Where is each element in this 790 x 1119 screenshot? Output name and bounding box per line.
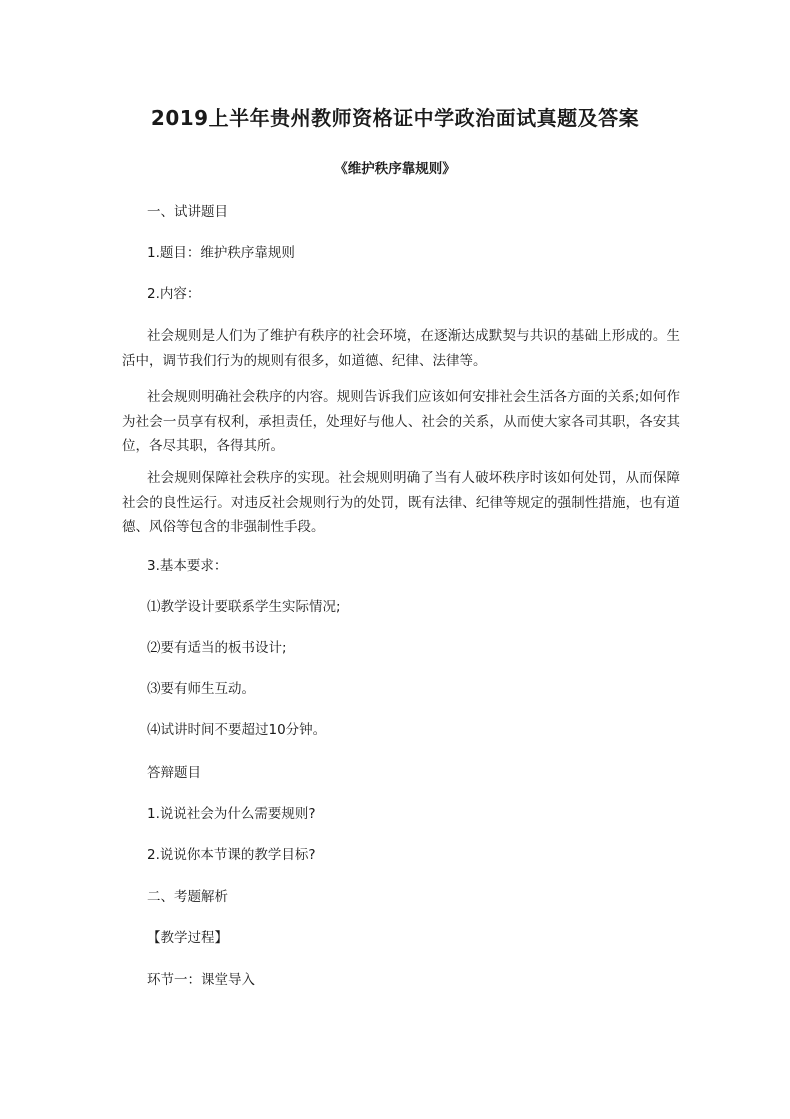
item-requirements: 3.基本要求： xyxy=(147,558,228,574)
requirement-3: ⑶要有师生互动。 xyxy=(147,681,255,697)
defense-heading: 答辩题目 xyxy=(147,765,201,781)
item-content: 2.内容： xyxy=(147,286,201,302)
item-topic: 1.题目：维护秩序靠规则 xyxy=(147,245,295,261)
paragraph-1: 社会规则是人们为了维护有秩序的社会环境，在逐渐达成默契与共识的基础上形成的。生活中，调节我们行为的规则有很多，如道德、纪律、法律等。 xyxy=(122,328,680,369)
document-title: 2019上半年贵州教师资格证中学政治面试真题及答案 xyxy=(150,106,640,130)
section-heading-1: 一、试讲题目 xyxy=(147,204,228,220)
lesson-title: 《维护秩序靠规则》 xyxy=(334,161,456,177)
section-heading-2: 二、考题解析 xyxy=(147,889,228,905)
requirement-2: ⑵要有适当的板书设计; xyxy=(147,640,287,656)
requirement-4: ⑷试讲时间不要超过10分钟。 xyxy=(147,722,327,738)
paragraph-2: 社会规则明确社会秩序的内容。规则告诉我们应该如何安排社会生活各方面的关系;如何作为社会一员享有权利，承担责任，处理好与他人、社会的关系，从而使大家各司其职，各安其位，各尽其职，各得其所。 xyxy=(122,389,680,454)
defense-question-2: 2.说说你本节课的教学目标? xyxy=(147,847,316,863)
requirement-1: ⑴教学设计要联系学生实际情况; xyxy=(147,599,341,615)
teaching-process-heading: 【教学过程】 xyxy=(147,930,228,946)
defense-question-1: 1.说说社会为什么需要规则? xyxy=(147,806,316,822)
step-1-heading: 环节一：课堂导入 xyxy=(147,972,255,988)
paragraph-3: 社会规则保障社会秩序的实现。社会规则明确了当有人破坏秩序时该如何处罚，从而保障社会的良性运行。对违反社会规则行为的处罚，既有法律、纪律等规定的强制性措施，也有道德、风俗等包含的非强制性手段。 xyxy=(122,470,680,535)
